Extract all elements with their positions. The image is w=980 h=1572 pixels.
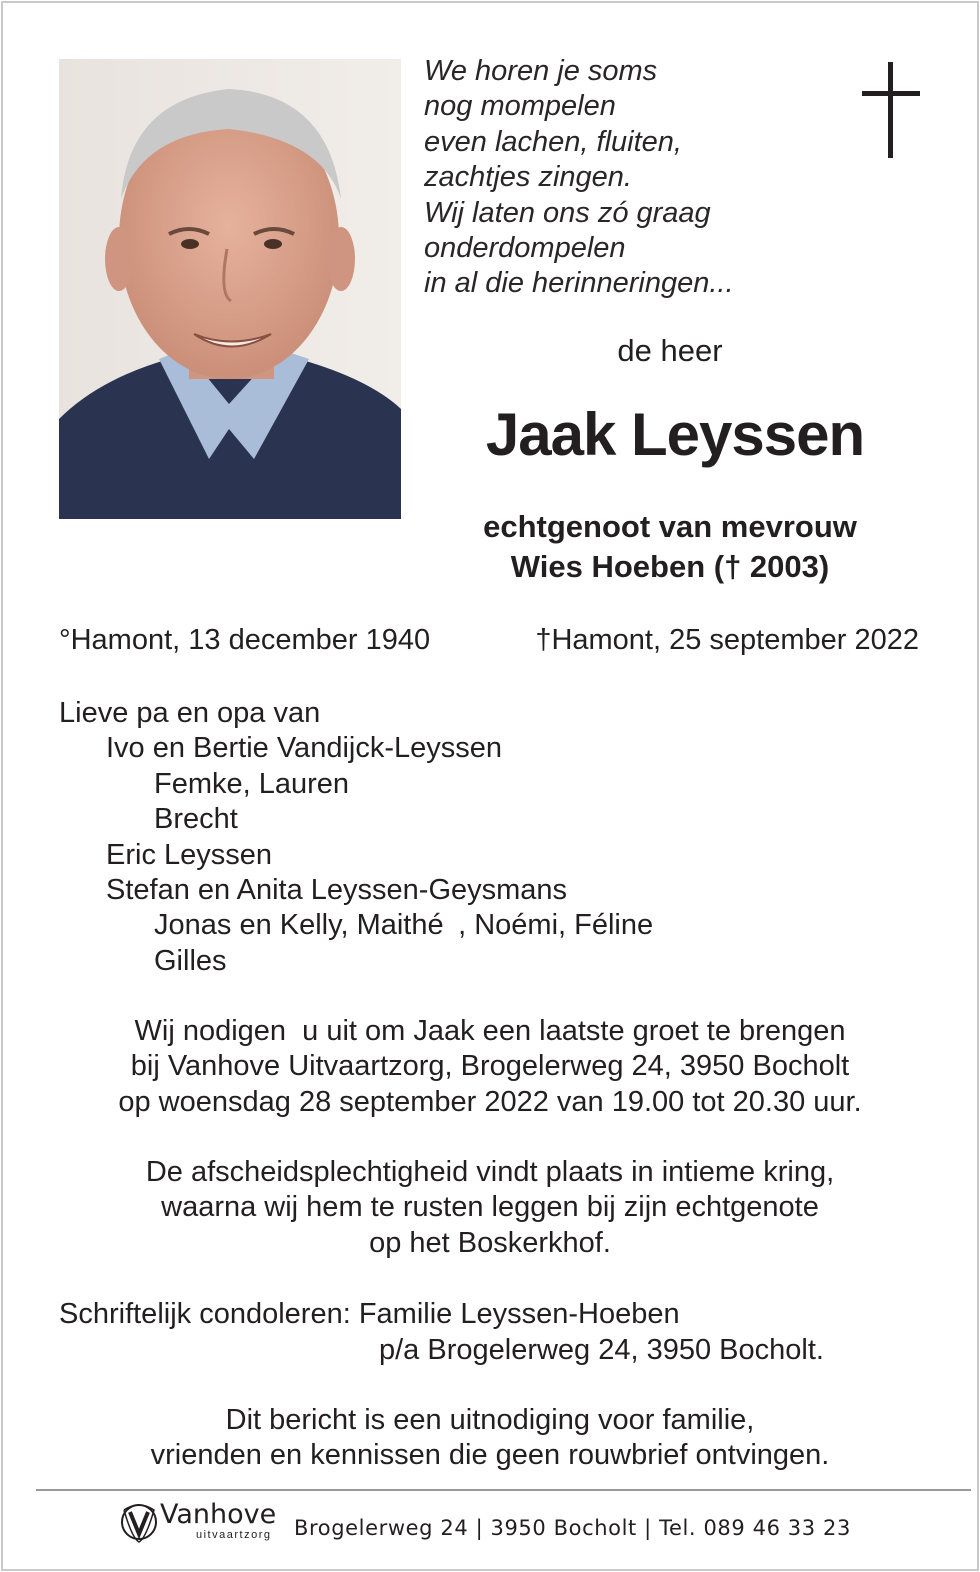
- life-dates: [59, 624, 919, 657]
- logo-subtitle: uitvaartzorg: [196, 1529, 272, 1541]
- condolence-address: p/a Brogelerweg 24, 3950 Bocholt.: [379, 1334, 824, 1366]
- deceased-name: Jaak Leyssen: [485, 401, 865, 468]
- notice-line: Dit bericht is een uitnodiging voor familie,: [225, 1404, 755, 1436]
- ceremony: [40, 1155, 940, 1261]
- notice: [40, 1403, 940, 1474]
- family-intro: Lieve pa en opa van: [59, 697, 321, 729]
- poem-line: Wij laten ons zó graag: [424, 196, 711, 229]
- logo-mark-icon: [116, 1498, 162, 1544]
- spouse-line: echtgenoot van mevrouw: [483, 509, 857, 544]
- notice-line: vrienden en kennissen die geen rouwbrief ontvingen.: [150, 1439, 830, 1472]
- family-list: [59, 696, 653, 979]
- invitation: [40, 1014, 940, 1120]
- grandchildren: Gilles: [154, 944, 227, 977]
- portrait-photo: [59, 59, 401, 519]
- poem-line: We horen je soms: [424, 55, 658, 87]
- poem-line: onderdompelen: [424, 232, 626, 265]
- spouse-info: [420, 507, 920, 587]
- condolence-line: Schriftelijk condoleren: Familie Leyssen-Hoeben: [59, 1298, 680, 1330]
- invitation-line: op woensdag 28 september 2022 van 19.00 tot 20.30 uur.: [118, 1085, 862, 1118]
- contact-info: Brogelerweg 24 | 3950 Bocholt | Tel. 089 46 33 23: [294, 1516, 851, 1540]
- ceremony-line: waarna wij hem te rusten leggen bij zijn echtgenote: [161, 1191, 819, 1224]
- invitation-line: Wij nodigen u uit om Jaak een laatste groet te brengen: [134, 1015, 846, 1047]
- cross-icon: [862, 62, 920, 158]
- birth-date: °Hamont, 13 december 1940: [59, 624, 431, 656]
- poem-line: in al die herinneringen...: [424, 267, 734, 300]
- death-date: †Hamont, 25 september 2022: [535, 624, 919, 656]
- grandchildren: Femke, Lauren: [154, 767, 350, 800]
- family-member: Ivo en Bertie Vandijck-Leyssen: [106, 732, 503, 765]
- family-member: Eric Leyssen: [106, 838, 273, 871]
- grandchildren: Jonas en Kelly, Maithé , Noémi, Féline: [154, 909, 654, 942]
- poem-line: even lachen, fluiten,: [424, 125, 682, 158]
- funeral-home-logo: [116, 1498, 286, 1548]
- spouse-line: Wies Hoeben († 2003): [510, 549, 830, 584]
- poem: [424, 54, 734, 302]
- poem-line: zachtjes zingen.: [424, 161, 632, 194]
- poem-line: nog mompelen: [424, 90, 616, 123]
- condolence: [59, 1296, 824, 1368]
- ceremony-line: op het Boskerkhof.: [369, 1226, 611, 1259]
- ceremony-line: De afscheidsplechtigheid vindt plaats in intieme kring,: [145, 1156, 835, 1188]
- footer-divider: [36, 1489, 971, 1491]
- grandchildren: Brecht: [154, 803, 238, 836]
- invitation-line: bij Vanhove Uitvaartzorg, Brogelerweg 24, 3950 Bocholt: [130, 1050, 850, 1083]
- family-member: Stefan en Anita Leyssen-Geysmans: [106, 874, 568, 907]
- logo-name: Vanhove: [160, 1499, 277, 1530]
- honorific: de heer: [617, 333, 723, 368]
